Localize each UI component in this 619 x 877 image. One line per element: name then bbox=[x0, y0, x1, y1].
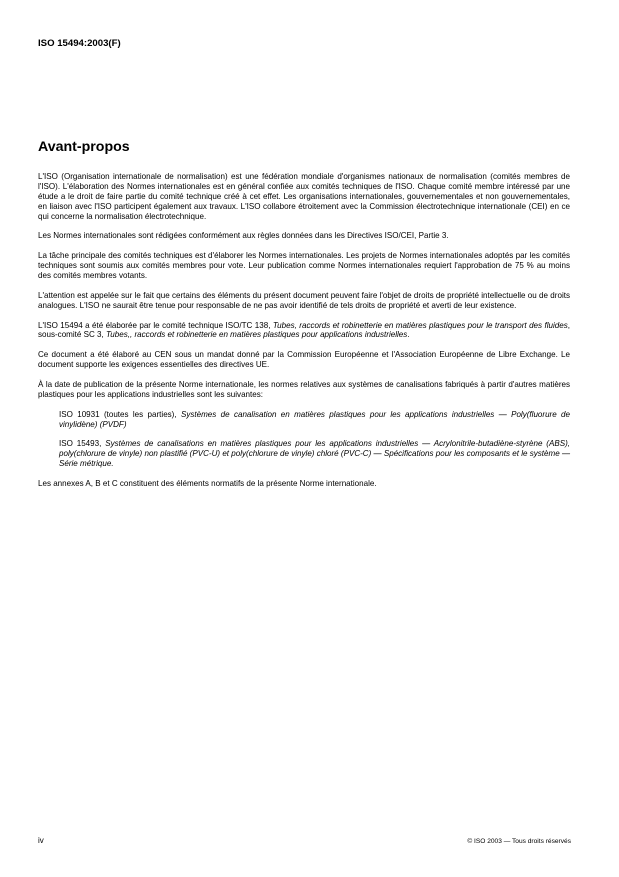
copyright-notice: © ISO 2003 — Tous droits réservés bbox=[467, 838, 571, 845]
paragraph-directives: Les Normes internationales sont rédigées conformément aux règles données dans les Directives ISO/CEI, Partie 3. bbox=[38, 231, 449, 241]
reference-iso-15493 bbox=[59, 439, 570, 469]
committee-text-c: , sous-comité SC 3, bbox=[38, 320, 570, 340]
document-id-header: ISO 15494:2003(F) bbox=[38, 38, 121, 49]
section-title: Avant-propos bbox=[38, 139, 130, 155]
page-number: iv bbox=[38, 836, 44, 845]
paragraph-patent-rights: L'attention est appelée sur le fait que certains des éléments du présent document peuvent faire l'objet de droits de propriété intellectuelle ou de droits analogues. L'ISO ne saurait être tenue pour responsable de ne pas avoir identifié de tels droits de propriété et averti de leur existence. bbox=[38, 290, 570, 310]
paragraph-committee bbox=[38, 321, 570, 341]
ref1-number: ISO 10931 (toutes les parties), bbox=[59, 409, 181, 419]
ref2-number: ISO 15493, bbox=[59, 439, 106, 449]
ref2-title: Systèmes de canalisations en matières plastiques pour les applications industrielles — Acrylonitrile-butadiène-styrène (ABS), poly(chlorure de vinyle) non plastifié (PVC-U) et poly(chlorure de vinyle) chloré (PVC-C) — Spécifications pour les composants et le système — Série métrique. bbox=[59, 439, 570, 469]
committee-text-e: . bbox=[407, 330, 410, 340]
ref1-title: Systèmes de canalisation en matières plastiques pour les applications industrielles — Poly(fluorure de vinylidène) (PVDF) bbox=[59, 409, 571, 429]
paragraph-iso-organisation: L'ISO (Organisation internationale de normalisation) est une fédération mondiale d'organismes nationaux de normalisation (comités membres de l'ISO). L'élaboration des Normes internationales est en général confiée aux comités techniques de l'ISO. Chaque comité membre intéressé par une étude a le droit de faire partie du comité technique créé à cet effet. Les organisations internationales, gouvernementales et non gouvernementales, en liaison avec l'ISO participent également aux travaux. L'ISO collabore étroitement avec la Commission électrotechnique internationale (CEI) en ce qui concerne la normalisation électrotechnique. bbox=[38, 172, 570, 221]
committee-sc-title: Tubes,, raccords et robinetterie en matières plastiques pour applications industrielles bbox=[105, 330, 408, 340]
committee-text-a: L'ISO 15494 a été élaborée par le comité technique ISO/TC 138, bbox=[38, 320, 273, 330]
committee-tc-title: Tubes, raccords et robinetterie en matières plastiques pour le transport des fluides bbox=[272, 320, 568, 330]
reference-iso-10931 bbox=[59, 410, 570, 430]
paragraph-main-task: La tâche principale des comités techniques est d'élaborer les Normes internationales. Les projets de Normes internationales adoptés par les comités techniques sont soumis aux comités membres pour vote. Leur publication comme Normes internationales requiert l'approbation de 75 % au moins des comités membres votants. bbox=[38, 251, 570, 281]
paragraph-annexes: Les annexes A, B et C constituent des éléments normatifs de la présente Norme internationale. bbox=[38, 478, 377, 488]
paragraph-cen-mandate: Ce document a été élaboré au CEN sous un mandat donné par la Commission Européenne et l'Association Européenne de Libre Exchange. Le document supporte les exigences essentielles des directives UE. bbox=[38, 350, 570, 370]
foreword-body bbox=[38, 172, 570, 499]
paragraph-related-standards: À la date de publication de la présente Norme internationale, les normes relatives aux systèmes de canalisations fabriqués à partir d'autres matières plastiques pour les applications industrielles sont les suivantes: bbox=[38, 379, 570, 399]
